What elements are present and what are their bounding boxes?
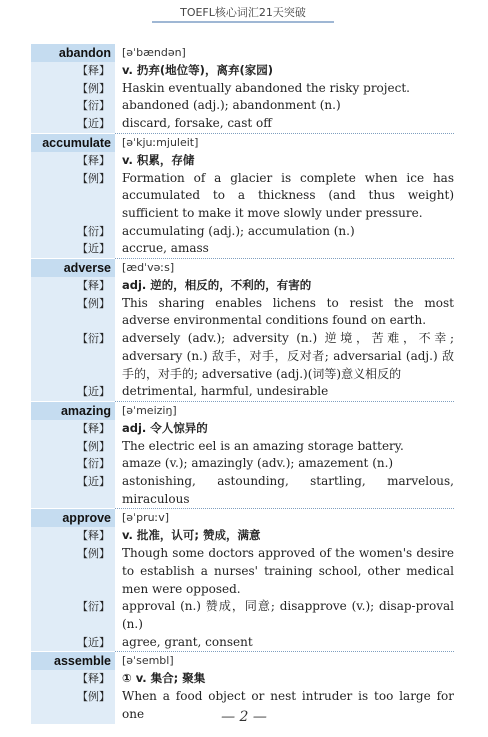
tag-example: 【例】: [31, 80, 115, 98]
tag-example: 【例】: [31, 295, 115, 330]
derivatives-text: abandoned (adj.); abandonment (n.): [122, 98, 341, 113]
phonetic: [əˈmeiziŋ]: [122, 403, 177, 417]
headword: adverse: [31, 259, 115, 277]
header-rule: [152, 21, 334, 23]
tag-example: 【例】: [31, 438, 115, 456]
tag-synonyms: 【近】: [31, 240, 115, 258]
tag-derivatives: 【衍】: [31, 223, 115, 241]
headword: abandon: [31, 44, 115, 62]
entry-amazing: [31, 402, 454, 510]
synonyms-text: agree, grant, consent: [122, 634, 253, 649]
synonyms-text: accrue, amass: [122, 241, 209, 256]
phonetic: [əˈbændən]: [122, 46, 186, 59]
example-text: Though some doctors approved of the women's desire to establish a nurses' training school, other medical men were opposed.: [122, 546, 454, 596]
definition-text: adj. 逆的，相反的，不利的，有害的: [122, 278, 312, 293]
synonyms-text: astonishing, astounding, startling, marvelous, miraculous: [122, 474, 454, 506]
tag-definition: 【释】: [31, 152, 115, 170]
entry-approve: [31, 509, 454, 652]
entry-abandon: [31, 44, 454, 134]
page-number: — 2 —: [221, 709, 267, 725]
tag-derivatives: 【衍】: [31, 455, 115, 473]
derivatives-text: approval (n.) 赞成，同意; disapprove (v.); disap-proval (n.): [122, 599, 454, 631]
tag-synonyms: 【近】: [31, 115, 115, 133]
example-text: Formation of a glacier is complete when ice has accumulated to a thickness (and thus weight) sufficient to make it move slowly under pressure.: [122, 170, 454, 220]
definition-text: v. 扔弃(地位等)，离弃(家园): [122, 63, 273, 77]
vocab-list: [31, 44, 454, 724]
headword: amazing: [31, 402, 115, 420]
tag-synonyms: 【近】: [31, 634, 115, 652]
derivatives-text: amaze (v.); amazingly (adv.); amazement (n.): [122, 456, 394, 471]
tag-definition: 【释】: [31, 62, 115, 80]
tag-example: 【例】: [31, 545, 115, 598]
tag-definition: 【释】: [31, 420, 115, 438]
phonetic: [əˈkjuːmjuleit]: [122, 135, 199, 149]
definition-text: v. 批准，认可; 赞成，满意: [122, 528, 261, 543]
tag-derivatives: 【衍】: [31, 97, 115, 115]
synonyms-text: detrimental, harmful, undesirable: [122, 384, 329, 399]
definition-text: v. 积累，存储: [122, 152, 195, 167]
tag-definition: 【释】: [31, 277, 115, 295]
tag-derivatives: 【衍】: [31, 598, 115, 633]
tag-derivatives: 【衍】: [31, 330, 115, 383]
headword: assemble: [31, 652, 115, 670]
tag-synonyms: 【近】: [31, 473, 115, 508]
headword: accumulate: [31, 134, 115, 152]
derivatives-text: accumulating (adj.); accumulation (n.): [122, 223, 355, 238]
example-text: Haskin eventually abandoned the risky project.: [122, 80, 410, 95]
tag-synonyms: 【近】: [31, 383, 115, 401]
example-text: The electric eel is an amazing storage battery.: [122, 438, 404, 453]
headword: approve: [31, 509, 115, 527]
definition-text: adj. 令人惊异的: [122, 420, 208, 435]
tag-definition: 【释】: [31, 670, 115, 688]
example-text: When a food object or nest intruder is too large for one: [122, 689, 454, 721]
running-header: TOEFL核心词汇21天突破: [180, 6, 306, 19]
phonetic: [əˈpruːv]: [122, 511, 170, 525]
tag-example: 【例】: [31, 688, 115, 723]
tag-definition: 【释】: [31, 527, 115, 545]
phonetic: [ædˈvəːs]: [122, 261, 175, 275]
example-text: This sharing enables lichens to resist the most adverse environmental conditions found on earth.: [122, 295, 454, 328]
entry-accumulate: [31, 134, 454, 259]
tag-example: 【例】: [31, 170, 115, 223]
phonetic: [əˈsembl]: [122, 654, 174, 668]
derivatives-text: adversely (adv.); adversity (n.) 逆境，苦难，不幸; adversary (n.) 敌手，对手，反对者; adversarial (adj.) 敌手的，对手的; adversative (adj.)(词等)意义相反的: [122, 331, 454, 381]
entry-adverse: [31, 259, 454, 402]
definition-text: ① v. 集合; 聚集: [122, 671, 206, 686]
synonyms-text: discard, forsake, cast off: [122, 116, 272, 131]
